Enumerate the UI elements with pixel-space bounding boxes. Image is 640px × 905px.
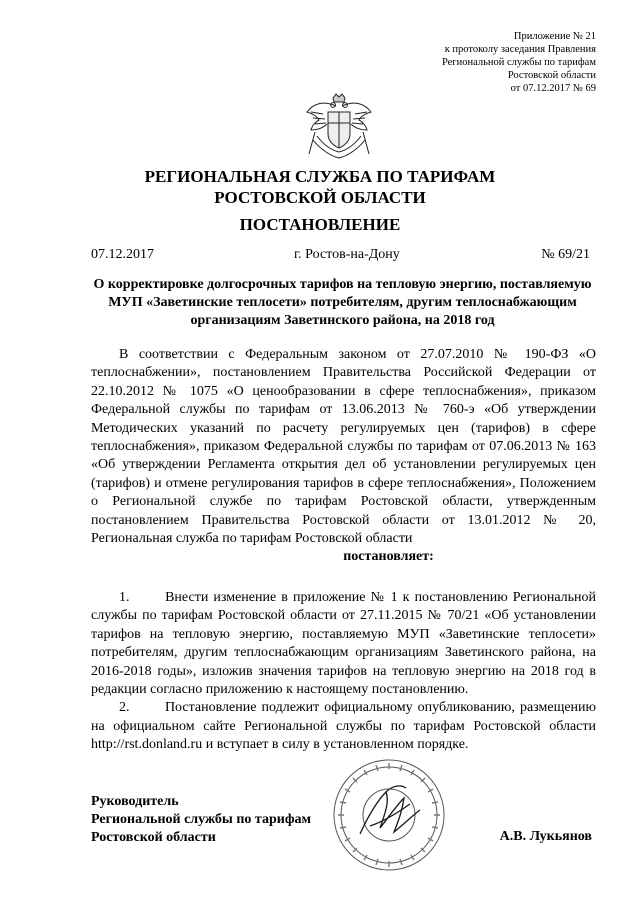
- document-body: [91, 346, 596, 755]
- signatory-title-line-2: Региональной службы по тарифам: [91, 812, 312, 827]
- decree-item-2-text: Постановление подлежит официальному опубликованию, размещению на официальном сайте Региональной службы по тарифам Ростовской области http://rst.donland.ru и вступает в силу в установленном порядке.: [91, 700, 597, 753]
- decree-item-1: [91, 589, 596, 699]
- agency-name: [80, 166, 560, 208]
- annex-line-2: к протоколу заседания Правления: [444, 44, 596, 55]
- decides-heading: постановляет:: [343, 549, 434, 565]
- annex-reference: [356, 30, 596, 95]
- document-subject: О корректировке долгосрочных тарифов на тепловую энергию, поставляемую МУП «Заветинские теплосети» потребителям, другим теплоснабжающим организациям Заветинского района, на 2018 год: [93, 277, 592, 328]
- annex-line-4: Ростовской области: [507, 70, 596, 81]
- document-meta: [91, 246, 596, 264]
- preamble-paragraph: В соответствии с Федеральным законом от 27.07.2010 № 190-ФЗ «О теплоснабжении», постановлением Правительства Российской Федерации от 22.10.2012 № 1075 «О ценообразовании в сфере теплоснабжения», приказом Федеральной службы по тарифам от 13.06.2013 № 760-э «Об утверждении Методических указаний по расчету регулируемых цен (тарифов) в сфере теплоснабжения», приказом Федеральной службы по тарифам от 07.06.2013 № 163 «Об утверждении Регламента открытия дел об установлении регулируемых цен (тарифов) и отмене регулирования тарифов в сфере теплоснабжения», Положением о Региональной службе по тарифам Ростовской области, утвержденным постановлением Правительства Ростовской области от 13.01.2012 № 20, Региональная служба по тарифам Ростовской области: [91, 347, 596, 547]
- agency-name-line-2: РОСТОВСКОЙ ОБЛАСТИ: [214, 188, 426, 207]
- annex-line-5: от 07.12.2017 № 69: [510, 83, 596, 94]
- annex-line-3: Региональной службы по тарифам: [441, 57, 596, 68]
- agency-name-line-1: РЕГИОНАЛЬНАЯ СЛУЖБА ПО ТАРИФАМ: [144, 167, 496, 186]
- signatory-title-line-1: Руководитель: [91, 794, 179, 809]
- signature-block: [91, 793, 596, 847]
- document-date: 07.12.2017: [91, 247, 154, 262]
- decree-item-1-text: Внести изменение в приложение № 1 к постановлению Региональной службы по тарифам Ростовской области от 27.11.2015 № 70/21 «Об установлении тарифов на тепловую энергию, поставляемую МУП «Заветинские теплосети» потребителям, другим теплоснабжающим организациям Заветинского района, на 2016-2018 годы», изложив значения тарифов на тепловую энергию на 2018 год в редакции согласно приложению к настоящему постановлению.: [91, 589, 597, 697]
- document-type: ПОСТАНОВЛЕНИЕ: [239, 215, 401, 234]
- decree-item-2-number: 2.: [119, 700, 130, 716]
- document-city: г. Ростов-на-Дону: [294, 247, 400, 262]
- decree-item-1-number: 1.: [119, 589, 130, 605]
- document-number: № 69/21: [541, 247, 590, 262]
- signatory-title-line-3: Ростовской области: [91, 830, 216, 845]
- annex-line-1: Приложение № 21: [513, 31, 596, 42]
- signatory-name: А.В. Лукьянов: [499, 829, 592, 844]
- coat-of-arms-icon: [303, 92, 375, 162]
- decree-item-2: [91, 699, 596, 754]
